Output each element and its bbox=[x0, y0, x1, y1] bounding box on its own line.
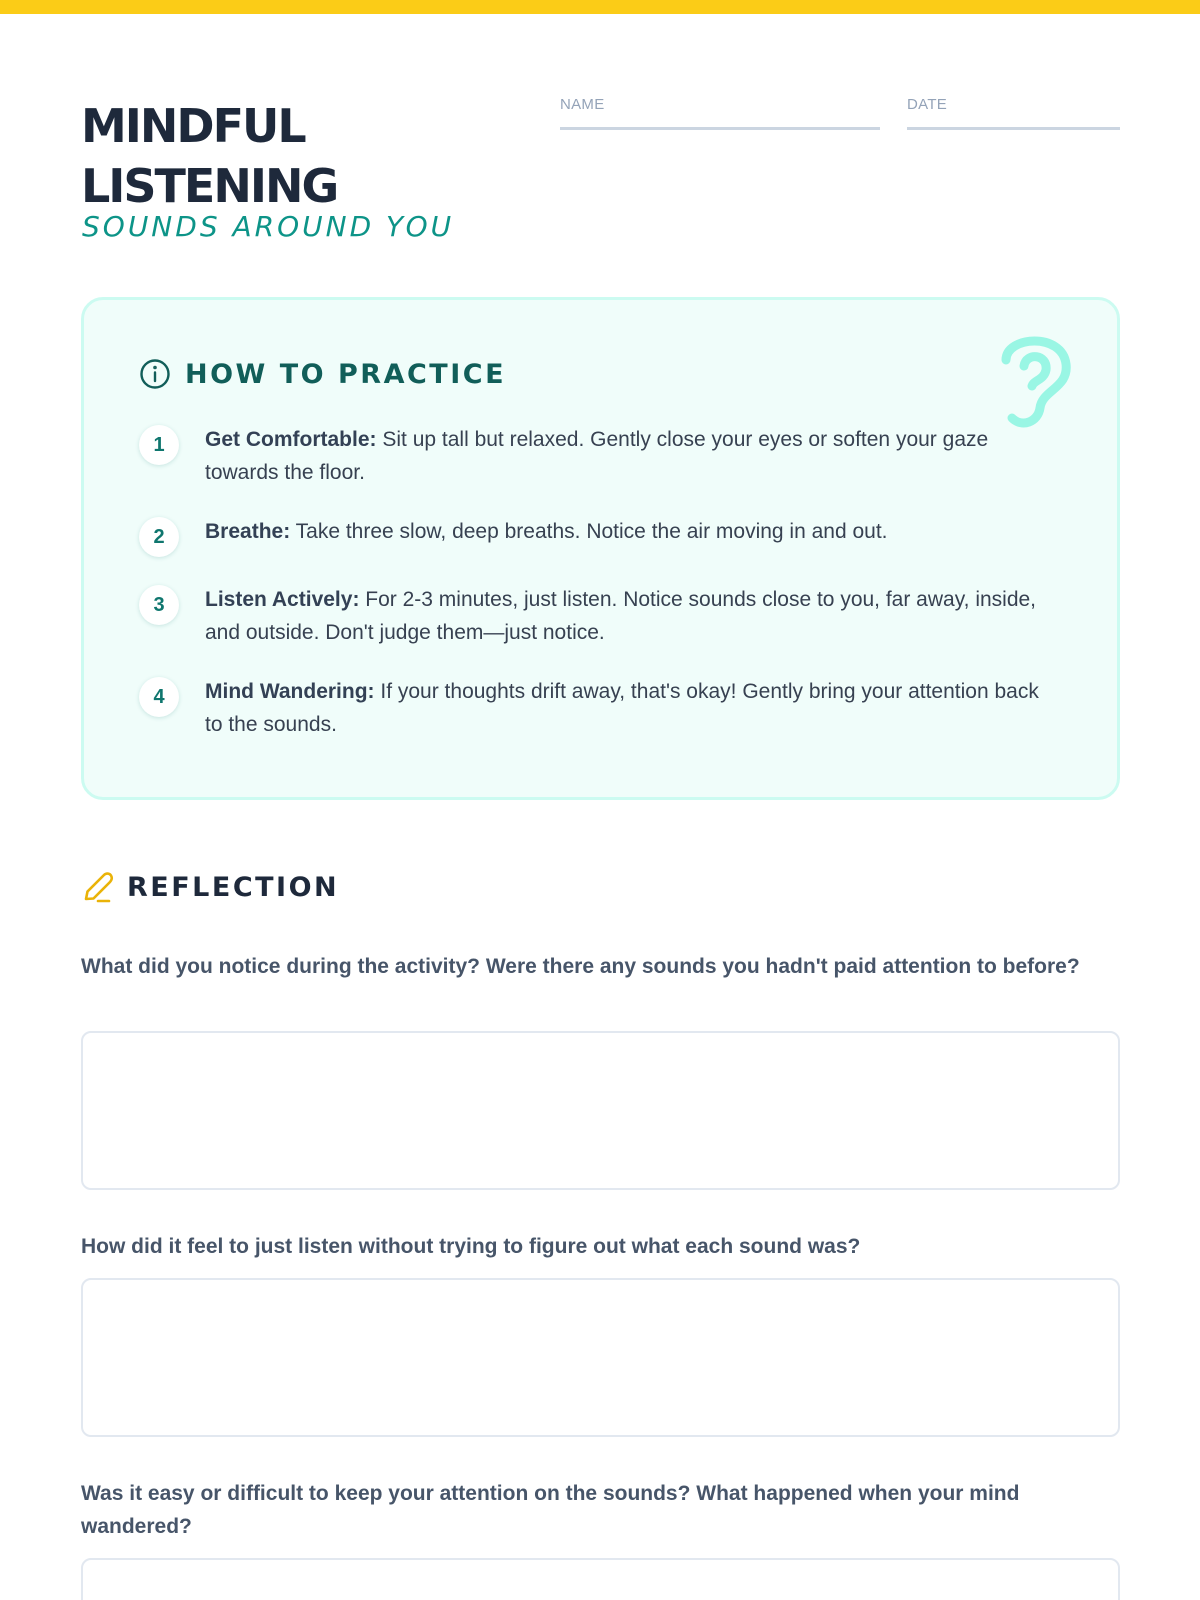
step-text bbox=[205, 423, 1059, 489]
step-description: If your thoughts drift away, that's okay! Gently bring your attention back to the sounds. bbox=[205, 680, 1039, 736]
name-field[interactable] bbox=[560, 96, 880, 130]
answer-box-3[interactable] bbox=[81, 1558, 1120, 1600]
step-text bbox=[205, 675, 1059, 741]
step-label: Breathe: bbox=[205, 520, 291, 543]
step-label: Listen Actively: bbox=[205, 588, 360, 611]
page-subtitle: SOUNDS AROUND YOU bbox=[82, 210, 455, 243]
reflection-question-2: How did it feel to just listen without trying to figure out what each sound was? bbox=[81, 1235, 861, 1258]
step-text bbox=[205, 515, 888, 548]
pencil-icon bbox=[81, 870, 115, 904]
reflection-question-1: What did you notice during the activity? Were there any sounds you hadn't paid attention to before? bbox=[81, 955, 1080, 978]
practice-heading: HOW TO PRACTICE bbox=[185, 358, 507, 390]
top-accent-bar bbox=[0, 0, 1200, 14]
reflection-heading: REFLECTION bbox=[127, 871, 340, 903]
step-number: 3 bbox=[139, 585, 179, 625]
date-field[interactable] bbox=[907, 96, 1120, 130]
title-line-1: MINDFUL bbox=[81, 99, 305, 153]
practice-steps bbox=[139, 423, 1059, 767]
practice-step bbox=[139, 423, 1059, 489]
title-line-2: LISTENING bbox=[81, 159, 338, 213]
practice-step bbox=[139, 583, 1059, 649]
reflection-header bbox=[81, 870, 339, 904]
ear-icon bbox=[996, 330, 1076, 430]
reflection-question-3: Was it easy or difficult to keep your attention on the sounds? What happened when your mind wandered? bbox=[81, 1482, 1020, 1538]
step-number: 2 bbox=[139, 517, 179, 557]
practice-header bbox=[139, 358, 506, 390]
practice-step bbox=[139, 675, 1059, 741]
answer-box-2[interactable] bbox=[81, 1278, 1120, 1437]
step-number: 4 bbox=[139, 677, 179, 717]
step-number: 1 bbox=[139, 425, 179, 465]
how-to-practice-card bbox=[81, 297, 1120, 800]
date-label: DATE bbox=[907, 96, 948, 113]
step-label: Mind Wandering: bbox=[205, 680, 375, 703]
step-description: Sit up tall but relaxed. Gently close your eyes or soften your gaze towards the floor. bbox=[205, 428, 989, 484]
step-description: Take three slow, deep breaths. Notice the air moving in and out. bbox=[290, 520, 888, 543]
info-icon bbox=[139, 358, 171, 390]
step-text bbox=[205, 583, 1059, 649]
page-title bbox=[81, 96, 337, 216]
step-description: For 2-3 minutes, just listen. Notice sounds close to you, far away, inside, and outside. Don't judge them—just notice. bbox=[205, 588, 1037, 644]
answer-box-1[interactable] bbox=[81, 1031, 1120, 1190]
step-label: Get Comfortable: bbox=[205, 428, 377, 451]
practice-step bbox=[139, 515, 1059, 557]
name-label: NAME bbox=[560, 96, 605, 113]
